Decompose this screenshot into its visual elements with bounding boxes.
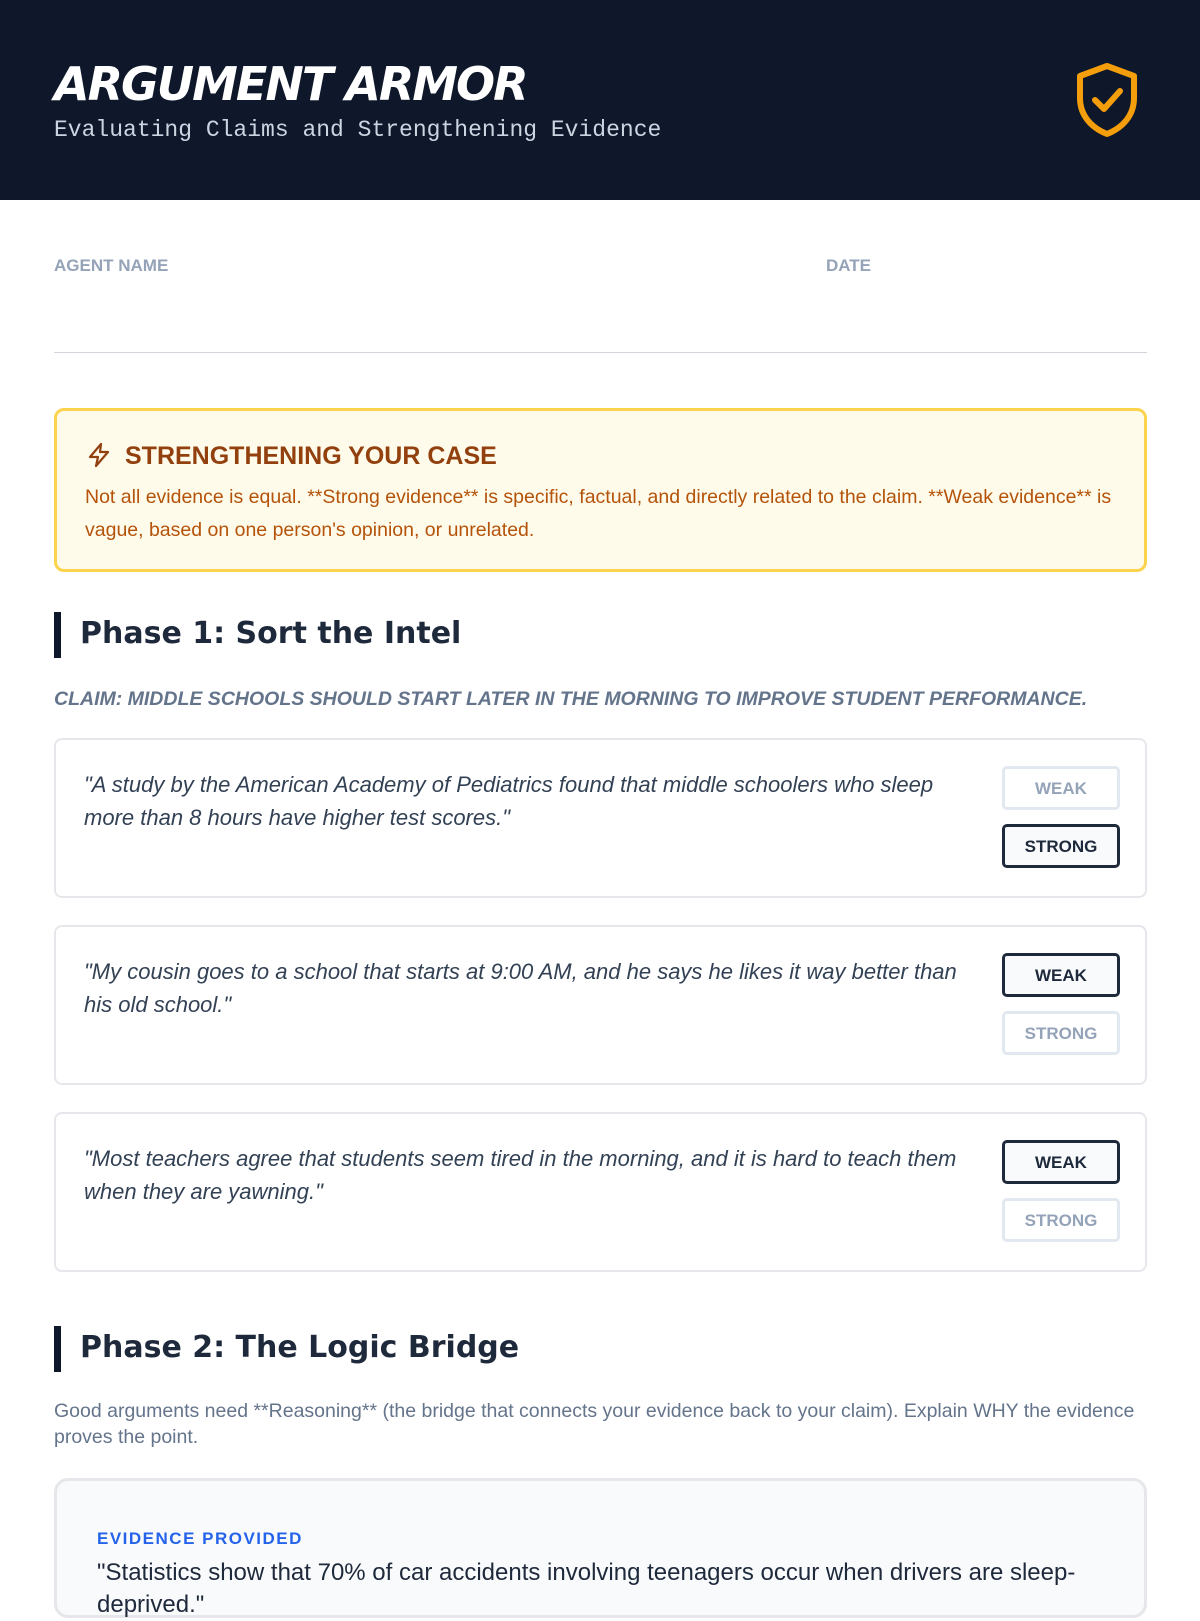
- evidence-quote: "My cousin goes to a school that starts at 9:00 AM, and he says he likes it way better than his old school.": [84, 959, 957, 1017]
- date-label: DATE: [826, 256, 872, 275]
- strong-button[interactable]: STRONG: [1002, 1011, 1120, 1055]
- evidence-card: [54, 738, 1147, 898]
- evidence-quote: "A study by the American Academy of Pediatrics found that middle schoolers who sleep more than 8 hours have higher test scores.": [84, 772, 934, 830]
- evidence-text: "Statistics show that 70% of car accidents involving teenagers occur when drivers are sleep-deprived.": [97, 1559, 1076, 1618]
- evidence-label: EVIDENCE PROVIDED: [97, 1529, 303, 1548]
- weak-button[interactable]: WEAK: [1002, 953, 1120, 997]
- phase2-title: Phase 2: The Logic Bridge: [80, 1330, 520, 1365]
- evidence-provided-box: [54, 1478, 1147, 1618]
- strong-button[interactable]: STRONG: [1002, 1198, 1120, 1242]
- strong-button[interactable]: STRONG: [1002, 824, 1120, 868]
- section-accent-bar: [54, 1326, 61, 1372]
- phase2-intro: Good arguments need **Reasoning** (the bridge that connects your evidence back to your claim). Explain WHY the evidence proves the point.: [54, 1400, 1135, 1448]
- page-title: ARGUMENT ARMOR: [54, 57, 527, 111]
- evidence-quote: "Most teachers agree that students seem tired in the morning, and it is hard to teach them when they are yawning.": [84, 1146, 957, 1204]
- page-header: [0, 0, 1200, 200]
- weak-button[interactable]: WEAK: [1002, 766, 1120, 810]
- callout-text: Not all evidence is equal. **Strong evidence** is specific, factual, and directly related to the claim. **Weak evidence** is vague, based on one person's opinion, or unrelated.: [85, 486, 1112, 541]
- callout-title: STRENGTHENING YOUR CASE: [125, 442, 497, 470]
- agent-name-label: AGENT NAME: [54, 256, 169, 275]
- page-subtitle: Evaluating Claims and Strengthening Evidence: [54, 117, 662, 143]
- phase1-title: Phase 1: Sort the Intel: [80, 616, 462, 651]
- section-accent-bar: [54, 612, 61, 658]
- evidence-card: [54, 925, 1147, 1085]
- strengthening-callout: [54, 408, 1147, 572]
- evidence-card: [54, 1112, 1147, 1272]
- signature-line: [54, 352, 1147, 353]
- lightning-icon: [85, 441, 113, 469]
- claim-statement: CLAIM: MIDDLE SCHOOLS SHOULD START LATER IN THE MORNING TO IMPROVE STUDENT PERFORMANCE.: [54, 688, 1088, 710]
- shield-check-icon: [1072, 60, 1142, 140]
- date-field[interactable]: [826, 292, 1146, 348]
- weak-button[interactable]: WEAK: [1002, 1140, 1120, 1184]
- agent-name-field[interactable]: [54, 292, 794, 348]
